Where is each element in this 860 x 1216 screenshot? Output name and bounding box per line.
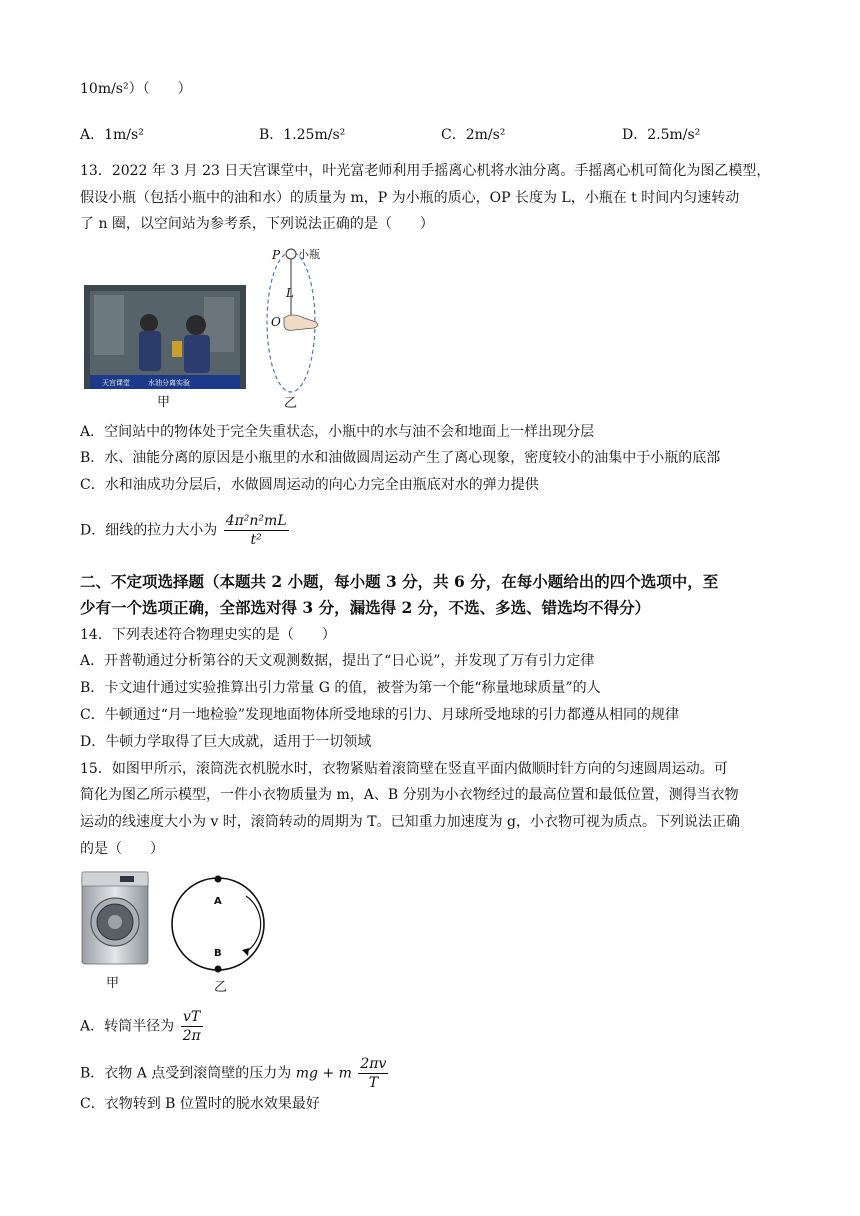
q13-figure-b-diagram [258,240,338,410]
q13-stem-line2: 假设小瓶（包括小瓶中的油和水）的质量为 m，P 为小瓶的质心，OP 长度为 L，小瓶在 t 时间内匀速转动 [80,190,740,206]
screen-caption-1: 天宫课堂 [102,379,130,387]
prev-option-c: C．2m/s² [441,127,506,143]
prev-question-tail: 10m/s²）（ ） [80,81,192,97]
q15-figure-a-label: 甲 [106,976,120,991]
q13-stem-line1: 13．2022 年 3 月 23 日天宫课堂中，叶光富老师利用手摇离心机将水油分离。手摇离心机可简化为图乙模型， [80,163,771,179]
q14-option-c: C．牛顿通过“月一地检验”发现地面物体所受地球的引力、月球所受地球的引力都遵从相同的规律 [80,707,680,723]
q15-stem-line1: 15．如图甲所示，滚筒洗衣机脱水时，衣物紧贴着滚筒壁在竖直平面内做顺时针方向的匀速圆周运动。可 [80,761,728,777]
prev-option-d: D．2.5m/s² [622,127,701,143]
q14-option-d: D．牛顿力学取得了巨大成就，适用于一切领域 [80,734,372,750]
formula-denominator: 2π [182,1028,201,1044]
q15-option-a [80,1008,203,1045]
formula-denominator: T [368,1075,379,1091]
section2-heading-line2: 少有一个选项正确，全部选对得 3 分，漏选得 2 分，不选、多选、错选均不得分） [80,598,651,617]
q14-stem: 14．下列表述符合物理史实的是（ ） [80,627,336,643]
formula-numerator: vT [181,1008,203,1027]
prev-option-a: A．1m/s² [80,127,144,143]
q13-option-c: C．水和油成功分层后，水做圆周运动的向心力完全由瓶底对水的弹力提供 [80,477,539,493]
q15-figure-a-washer [80,870,150,968]
q13-figure-a-photo [84,285,246,389]
q13-option-b: B．水、油能分离的原因是小瓶里的水和油做圆周运动产生了离心现象，密度较小的油集中于小瓶的底部 [80,450,721,466]
screen-caption-2: 水油分离实验 [148,379,190,387]
q13-option-d-text: D．细线的拉力大小为 [80,522,218,539]
q15-option-a-text: A．转筒半径为 [80,1018,175,1035]
q15-option-c: C．衣物转到 B 位置时的脱水效果最好 [80,1096,320,1112]
label-l: L [286,286,294,300]
point-a-label: A [214,896,222,907]
q15-figure-b-label: 乙 [214,980,228,995]
formula-numerator: 4π²n²mL [225,513,287,529]
q15-option-b-formula [358,1055,388,1092]
q15-option-b-expr: mg + m [295,1065,352,1082]
label-p: P [272,248,281,262]
q15-stem-line3: 运动的线速度大小为 v 时，滚筒转动的周期为 T。已知重力加速度为 g，小衣物可视为质点。下列说法正确 [80,814,741,830]
formula-numerator: 2πv [360,1056,387,1072]
q14-option-b: B．卡文迪什通过实验推算出引力常量 G 的值，被誉为第一个能“称量地球质量”的人 [80,680,601,696]
q13-option-a: A．空间站中的物体处于完全失重状态，小瓶中的水与油不会和地面上一样出现分层 [80,424,595,440]
q13-option-d [80,512,289,549]
point-b-label: B [214,948,222,959]
q15-option-b [80,1055,388,1092]
q15-stem-line2: 简化为图乙所示模型，一件小衣物质量为 m，A、B 分别为小衣物经过的最高位置和最低位置，测得当衣物 [80,787,739,803]
q14-option-a: A．开普勒通过分析第谷的天文观测数据，提出了“日心说”，并发现了万有引力定律 [80,653,595,669]
formula-denominator: t² [250,532,262,548]
q13-figure-a-label: 甲 [157,395,171,410]
q13-option-d-formula [224,512,289,549]
label-bottle: 小瓶 [298,248,320,261]
q13-stem-line3: 了 n 圈，以空间站为参考系，下列说法正确的是（ ） [80,216,434,232]
section2-heading-line1: 二、不定项选择题（本题共 2 小题，每小题 3 分，共 6 分，在每小题给出的四个选项中，至 [80,572,719,591]
q15-figure-b-diagram [168,874,268,974]
label-o: O [271,315,281,329]
q15-option-b-text: B．衣物 A 点受到滚筒壁的压力为 [80,1065,292,1082]
prev-option-b: B．1.25m/s² [259,127,346,143]
q13-figure-b-label: 乙 [284,396,298,411]
q15-option-a-formula [181,1008,203,1045]
q15-stem-line4: 的是（ ） [80,841,164,857]
